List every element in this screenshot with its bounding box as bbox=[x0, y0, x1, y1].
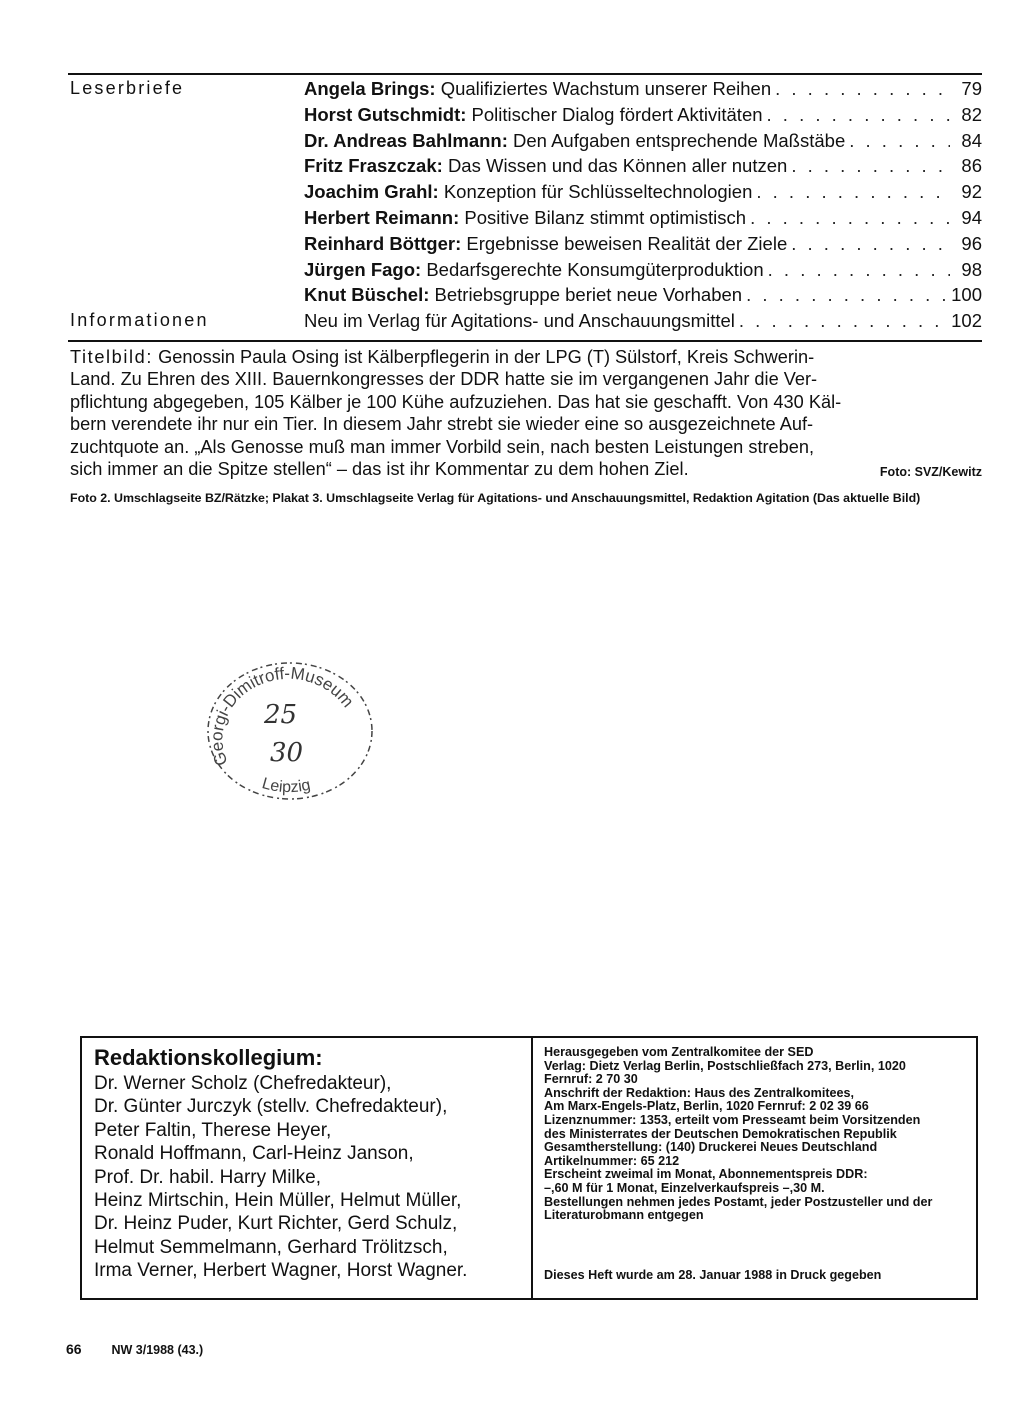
dot-leader bbox=[767, 102, 950, 128]
section-divider bbox=[68, 340, 982, 342]
editorial-board-member-line: Prof. Dr. habil. Harry Milke, bbox=[94, 1166, 321, 1188]
impressum-line: Anschrift der Redaktion: Haus des Zentralkomitees, bbox=[544, 1085, 855, 1100]
caption-line: bern verendete ihr nur ein Tier. In diesem Jahr strebt sie wieder eine so ausgezeichnete Auf- bbox=[70, 414, 814, 435]
editorial-board-member-line: Irma Verner, Herbert Wagner, Horst Wagner. bbox=[94, 1260, 468, 1282]
caption-line bbox=[70, 346, 982, 368]
impressum-line: Literaturobmann entgegen bbox=[544, 1208, 704, 1223]
toc-entry-text bbox=[304, 308, 735, 334]
impressum-line: Fernruf: 2 70 30 bbox=[544, 1072, 638, 1087]
editorial-box bbox=[80, 1036, 978, 1300]
toc-title: Qualifiziertes Wachstum unserer Reihen bbox=[440, 78, 772, 99]
dot-leader bbox=[768, 257, 950, 283]
toc-page-number: 86 bbox=[961, 155, 982, 177]
toc-row bbox=[68, 102, 982, 128]
toc-page-number: 98 bbox=[961, 258, 982, 280]
editorial-board-member-line: Helmut Semmelmann, Gerhard Trölitzsch, bbox=[94, 1236, 448, 1258]
toc-author: Angela Brings: bbox=[304, 78, 436, 99]
dot-leader bbox=[775, 76, 950, 102]
print-date-note: Dieses Heft wurde am 28. Januar 1988 in Druck gegeben bbox=[544, 1268, 882, 1282]
caption-line bbox=[70, 458, 982, 480]
dot-leader bbox=[791, 153, 950, 179]
toc-page-number: 79 bbox=[961, 78, 982, 99]
toc-title: Den Aufgaben entsprechende Maßstäbe bbox=[513, 129, 846, 151]
toc-entry bbox=[304, 257, 982, 283]
toc-row bbox=[68, 231, 982, 257]
toc-entry-text bbox=[304, 76, 771, 102]
cover-caption bbox=[70, 346, 982, 483]
impressum-line: Verlag: Dietz Verlag Berlin, Postschließfach 273, Berlin, 1020 bbox=[544, 1058, 906, 1073]
toc-title: Bedarfsgerechte Konsumgüterproduktion bbox=[426, 258, 764, 280]
toc-entry-text bbox=[304, 128, 845, 154]
caption-text: sich immer an die Spitze stellen“ – das ist ihr Kommentar zu dem hohen Ziel. bbox=[70, 459, 689, 480]
toc-title: Neu im Verlag für Agitations- und Anschauungsmittel bbox=[304, 310, 735, 332]
toc-author: Jürgen Fago: bbox=[304, 258, 422, 280]
toc-entry-text bbox=[304, 231, 787, 257]
editorial-board-member-line: Heinz Mirtschin, Hein Müller, Helmut Müller, bbox=[94, 1190, 462, 1212]
toc-author: Reinhard Böttger: bbox=[304, 232, 462, 254]
editorial-board-title: Redaktionskollegium: bbox=[94, 1045, 323, 1070]
toc-author: Horst Gutschmidt: bbox=[304, 103, 467, 125]
stamp-city-text bbox=[260, 775, 312, 796]
impressum-line: Am Marx-Engels-Platz, Berlin, 1020 Fernruf: 2 02 39 66 bbox=[544, 1099, 869, 1114]
toc-entry-text bbox=[304, 179, 752, 205]
toc-entry bbox=[304, 308, 982, 334]
toc-page-number: 92 bbox=[961, 181, 982, 203]
toc-row bbox=[68, 308, 982, 334]
editorial-board bbox=[94, 1044, 526, 1283]
caption-text: Genossin Paula Osing ist Kälberpflegerin in der LPG (T) Sülstorf, Kreis Schwerin- bbox=[158, 347, 815, 367]
editorial-board-member-line: Ronald Hoffmann, Carl-Heinz Janson, bbox=[94, 1143, 414, 1165]
toc-page-number: 84 bbox=[961, 129, 982, 151]
caption-line: zuchtquote an. „Als Genosse muß man immer Vorbild sein, nach besten Leistungen streben, bbox=[70, 436, 815, 457]
dot-leader bbox=[739, 308, 947, 334]
box-divider bbox=[531, 1038, 533, 1298]
toc-entry bbox=[304, 102, 982, 128]
section-label: Informationen bbox=[70, 310, 209, 331]
editorial-board-member-line: Dr. Günter Jurczyk (stellv. Chefredakteur), bbox=[94, 1096, 448, 1118]
toc-entry bbox=[304, 153, 982, 179]
editorial-board-member-line: Peter Faltin, Therese Heyer, bbox=[94, 1119, 332, 1141]
toc-entry-text bbox=[304, 205, 746, 231]
toc-entry-text bbox=[304, 102, 763, 128]
page-number: 66 bbox=[66, 1341, 82, 1357]
editorial-board-member-line: Dr. Heinz Puder, Kurt Richter, Gerd Schulz, bbox=[94, 1213, 458, 1235]
toc-title: Konzeption für Schlüsseltechnologien bbox=[443, 181, 753, 203]
toc-entry-text bbox=[304, 257, 764, 283]
toc-author: Fritz Fraszczak: bbox=[304, 155, 443, 177]
toc-row bbox=[68, 76, 982, 102]
toc-author: Knut Büschel: bbox=[304, 284, 430, 306]
toc-entry bbox=[304, 205, 982, 231]
stamp-number-2: 30 bbox=[270, 738, 304, 768]
toc-row bbox=[68, 282, 982, 308]
dot-leader bbox=[746, 282, 947, 308]
toc-title: Politischer Dialog fördert Aktivitäten bbox=[471, 103, 763, 125]
toc-entry bbox=[304, 282, 982, 308]
top-rule bbox=[68, 73, 982, 75]
stamp-city: Leipzig bbox=[260, 775, 312, 797]
toc-author: Dr. Andreas Bahlmann: bbox=[304, 129, 508, 151]
toc-row bbox=[68, 179, 982, 205]
toc-entry bbox=[304, 128, 982, 154]
toc-title: Ergebnisse beweisen Realität der Ziele bbox=[466, 232, 788, 254]
section-label: Leserbriefe bbox=[70, 78, 185, 98]
caption-label: Titelbild: bbox=[70, 347, 154, 367]
impressum-line: –,60 M für 1 Monat, Einzelverkaufspreis –,30 M. bbox=[544, 1180, 825, 1195]
toc-title: Das Wissen und das Können aller nutzen bbox=[447, 155, 788, 177]
toc-page-number: 100 bbox=[951, 284, 982, 306]
stamp-number-1: 25 bbox=[264, 700, 298, 730]
toc-row bbox=[68, 257, 982, 283]
toc-title: Positive Bilanz stimmt optimistisch bbox=[464, 206, 747, 228]
photo-credit: Foto: SVZ/Kewitz bbox=[879, 465, 982, 480]
table-of-contents bbox=[68, 76, 982, 334]
page-footer bbox=[66, 1341, 203, 1357]
impressum-line: des Ministerrates der Deutschen Demokratischen Republik bbox=[544, 1126, 897, 1141]
museum-stamp bbox=[202, 655, 380, 803]
caption-line: Land. Zu Ehren des XIII. Bauernkongresses der DDR hatte sie im vergangenen Jahr die Ver- bbox=[70, 369, 818, 390]
editorial-board-member-line: Dr. Werner Scholz (Chefredakteur), bbox=[94, 1073, 392, 1094]
toc-entry-text bbox=[304, 282, 742, 308]
toc-page-number: 96 bbox=[961, 232, 982, 254]
impressum-line: Herausgegeben vom Zentralkomitee der SED bbox=[544, 1045, 814, 1059]
toc-page-number: 82 bbox=[961, 103, 982, 125]
impressum-line: Lizenznummer: 1353, erteilt vom Presseamt beim Vorsitzenden bbox=[544, 1112, 921, 1127]
impressum-line: Artikelnummer: 65 212 bbox=[544, 1153, 680, 1168]
toc-row bbox=[68, 128, 982, 154]
toc-page-number: 102 bbox=[951, 310, 982, 332]
toc-entry bbox=[304, 179, 982, 205]
toc-page-number: 94 bbox=[961, 206, 982, 228]
dot-leader bbox=[849, 128, 950, 154]
impressum-line: Bestellungen nehmen jedes Postamt, jeder Postzusteller und der bbox=[544, 1194, 933, 1209]
dot-leader bbox=[750, 205, 950, 231]
dot-leader bbox=[791, 231, 950, 257]
toc-entry bbox=[304, 231, 982, 257]
toc-author: Herbert Reimann: bbox=[304, 206, 460, 228]
impressum bbox=[544, 1046, 972, 1223]
toc-entry bbox=[304, 76, 982, 102]
toc-title: Betriebsgruppe beriet neue Vorhaben bbox=[434, 284, 743, 306]
impressum-line: Gesamtherstellung: (140) Druckerei Neues Deutschland bbox=[544, 1140, 878, 1155]
dot-leader bbox=[756, 179, 950, 205]
toc-author: Joachim Grahl: bbox=[304, 181, 439, 203]
issue-reference: NW 3/1988 (43.) bbox=[111, 1343, 204, 1357]
stamp-museum-name: Georgi-Dimitroff-Museum bbox=[207, 663, 358, 769]
photo-credits: Foto 2. Umschlagseite BZ/Rätzke; Plakat 3. Umschlagseite Verlag für Agitations- und Anschauungsmittel, Redaktion Agitation (Das aktuelle Bild) bbox=[70, 491, 921, 505]
toc-row bbox=[68, 205, 982, 231]
caption-line: pflichtung abgegeben, 105 Kälber je 100 Kühe aufzuziehen. Das hat sie geschafft. Von 430 Käl- bbox=[70, 391, 842, 412]
toc-row bbox=[68, 153, 982, 179]
toc-entry-text bbox=[304, 153, 787, 179]
impressum-line: Erscheint zweimal im Monat, Abonnementspreis DDR: bbox=[544, 1167, 868, 1182]
